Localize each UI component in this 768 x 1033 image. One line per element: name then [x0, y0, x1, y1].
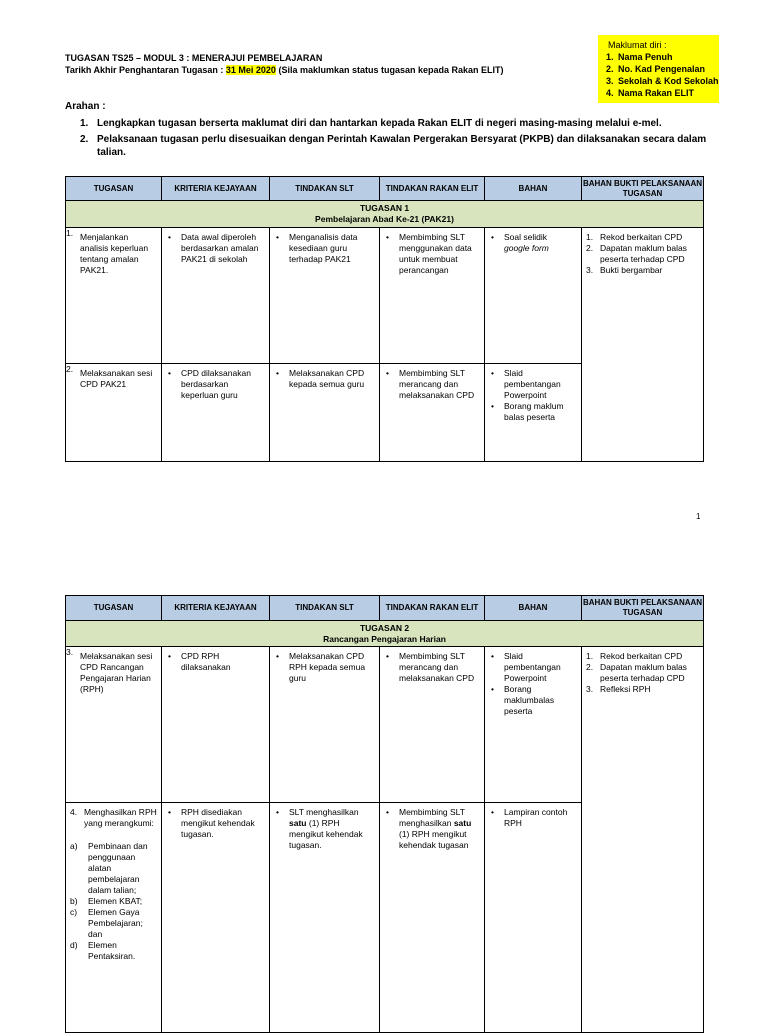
- task-subitem: [70, 940, 157, 962]
- deadline-note: (Sila maklumkan status tugasan kepada Rakan ELIT): [278, 65, 504, 75]
- subitem-text: Elemen Pentaksiran.: [88, 940, 136, 961]
- bahan-text: • Slaid pembentangan Powerpoint: [489, 368, 577, 401]
- bukti-number: 3.: [586, 265, 594, 275]
- section-heading: [66, 621, 704, 647]
- bukti-number: 2.: [586, 662, 594, 672]
- task-subitem: [70, 841, 157, 896]
- maklumat-item: 1. Nama Penuh: [616, 51, 719, 63]
- column-header: BAHAN: [485, 177, 582, 201]
- column-header: TUGASAN: [66, 177, 162, 201]
- task-text: Melaksanakan sesi CPD Rancangan Pengajaran Harian (RPH): [80, 651, 153, 694]
- column-header: KRITERIA KEJAYAAN: [162, 596, 270, 621]
- kriteria-text: • RPH disediakan mengikut kehendak tugasan.: [166, 807, 265, 840]
- bukti-text: Rekod berkaitan CPD: [600, 651, 683, 661]
- bukti-text: Dapatan maklum balas peserta terhadap CPD: [600, 662, 687, 683]
- bahan-text: [489, 232, 577, 254]
- column-header: KRITERIA KEJAYAAN: [162, 177, 270, 201]
- subitem-text: Elemen Gaya Pembelajaran; dan: [88, 907, 143, 939]
- column-header: TINDAKAN RAKAN ELIT: [380, 177, 485, 201]
- subitem-text: Pembinaan dan penggunaan alatan pembelajaran dalam talian;: [88, 841, 148, 895]
- column-header: BAHAN: [485, 596, 582, 621]
- arahan-list: [80, 117, 720, 162]
- task-cell: [66, 228, 161, 276]
- task-cell: [66, 803, 161, 962]
- deadline-date: 31 Mei 2020: [225, 65, 276, 75]
- elit-text: [384, 807, 480, 851]
- task-cell: [66, 364, 161, 390]
- arahan-title: Arahan :: [65, 101, 106, 112]
- bukti-item: [586, 243, 699, 265]
- elit-text: • Membimbing SLT merancang dan melaksanakan CPD: [384, 368, 480, 401]
- slt-text: • Melaksanakan CPD kepada semua guru: [274, 368, 375, 390]
- slt-text: [274, 807, 375, 851]
- bukti-number: 1.: [586, 651, 594, 661]
- elit-text-part: (1) RPH mengikut kehendak tugasan: [399, 829, 469, 850]
- subitem-key: a): [70, 841, 78, 851]
- bukti-item: [586, 684, 699, 695]
- tugasan-table-2: [65, 595, 704, 1033]
- subitem-key: b): [70, 896, 78, 906]
- bahan-text: • Borang maklumbalas peserta: [489, 684, 577, 717]
- column-header: TINDAKAN SLT: [270, 177, 380, 201]
- bukti-item: [586, 651, 699, 662]
- task-subitem: [70, 907, 157, 940]
- subitem-key: d): [70, 940, 78, 950]
- maklumat-item: 2. No. Kad Pengenalan: [616, 63, 719, 75]
- kriteria-text: • CPD dilaksanakan berdasarkan keperluan guru: [166, 368, 265, 401]
- arahan-text: Lengkapkan tugasan berserta maklumat diri dan hantarkan kepada Rakan ELIT di negeri masing-masing melalui e-mel.: [97, 118, 662, 129]
- document-title: TUGASAN TS25 – MODUL 3 : MENERAJUI PEMBELAJARAN: [65, 53, 323, 63]
- elit-text: • Membimbing SLT merancang dan melaksanakan CPD: [384, 651, 480, 684]
- section-subtitle: Pembelajaran Abad Ke-21 (PAK21): [315, 214, 454, 224]
- section-row: [66, 201, 704, 228]
- column-header: TUGASAN: [66, 596, 162, 621]
- bukti-number: 1.: [586, 232, 594, 242]
- task-text: Menjalankan analisis keperluan tentang amalan PAK21.: [80, 232, 149, 275]
- slt-text: • Melaksanakan CPD RPH kepada semua guru: [274, 651, 375, 684]
- task-number: 1.: [66, 228, 74, 238]
- bukti-text: Bukti bergambar: [600, 265, 663, 275]
- elit-text-bold: satu: [453, 818, 472, 828]
- bukti-number: 3.: [586, 684, 594, 694]
- bukti-list: [582, 228, 703, 276]
- bukti-text: Dapatan maklum balas peserta terhadap CPD: [600, 243, 687, 264]
- arahan-item: [80, 133, 720, 159]
- task-number: 3.: [66, 647, 74, 657]
- page-gap: [0, 540, 768, 576]
- table-header-row: [66, 177, 704, 201]
- table-row: [66, 228, 704, 364]
- elit-text: • Membimbing SLT menggunakan data untuk membuat perancangan: [384, 232, 480, 276]
- subitem-text: Elemen KBAT;: [88, 896, 143, 906]
- bukti-item: [586, 232, 699, 243]
- slt-text-bold: satu: [289, 818, 307, 828]
- task-text: Melaksanakan sesi CPD PAK21: [80, 368, 153, 389]
- arahan-number: 1.: [80, 118, 89, 129]
- column-header: BAHAN BUKTI PELAKSANAAN TUGASAN: [582, 596, 704, 621]
- task-number: 2.: [66, 364, 74, 374]
- bahan-text-italic: google form: [504, 243, 549, 253]
- arahan-text: Pelaksanaan tugasan perlu disesuaikan dengan Perintah Kawalan Pergerakan Bersyarat (PKPB) dan dilaksanakan secara dalam talian.: [97, 134, 707, 158]
- kriteria-text: • Data awal diperoleh berdasarkan amalan PAK21 di sekolah: [166, 232, 265, 265]
- bukti-item: [586, 662, 699, 684]
- bahan-text-part: Soal selidik: [504, 232, 547, 242]
- task-cell: [66, 647, 161, 695]
- document-page-2: [0, 576, 768, 1024]
- task-subitem: [70, 896, 157, 907]
- column-header: TINDAKAN SLT: [270, 596, 380, 621]
- bukti-text: Rekod berkaitan CPD: [600, 232, 683, 242]
- section-title: TUGASAN 2: [359, 622, 410, 633]
- kriteria-text: • CPD RPH dilaksanakan: [166, 651, 265, 673]
- bukti-list: [582, 647, 703, 695]
- table-row: [66, 647, 704, 803]
- tugasan-table-1: [65, 176, 704, 462]
- bukti-number: 2.: [586, 243, 594, 253]
- arahan-item: [80, 117, 720, 130]
- maklumat-item: 4. Nama Rakan ELIT: [616, 87, 719, 99]
- maklumat-list: [604, 51, 719, 99]
- maklumat-diri-box: [598, 35, 719, 103]
- slt-text-part: SLT menghasilkan: [289, 807, 359, 817]
- section-subtitle: Rancangan Pengajaran Harian: [323, 633, 446, 644]
- subitem-key: c): [70, 907, 78, 917]
- deadline-line: [65, 64, 504, 76]
- page-number: 1: [696, 512, 701, 521]
- bahan-text: • Lampiran contoh RPH: [489, 807, 577, 829]
- bahan-text: • Slaid pembentangan Powerpoint: [489, 651, 577, 684]
- task-text: Menghasilkan RPH yang merangkumi:: [84, 807, 157, 828]
- arahan-number: 2.: [80, 134, 89, 145]
- column-header: TINDAKAN RAKAN ELIT: [380, 596, 485, 621]
- task-main: [70, 807, 157, 829]
- maklumat-title: Maklumat diri :: [608, 40, 667, 50]
- table-header-row: [66, 596, 704, 621]
- bukti-text: Refleksi RPH: [600, 684, 651, 694]
- section-heading: [66, 201, 704, 228]
- slt-text-part: (1) RPH mengikut kehendak tugasan.: [289, 818, 363, 850]
- task-number: 4.: [70, 807, 78, 817]
- section-row: [66, 621, 704, 647]
- section-title: TUGASAN 1: [359, 203, 410, 213]
- deadline-label: Tarikh Akhir Penghantaran Tugasan :: [65, 65, 224, 75]
- elit-text-part: Membimbing SLT menghasilkan: [399, 807, 465, 828]
- maklumat-item: 3. Sekolah & Kod Sekolah: [616, 75, 719, 87]
- slt-text: • Menganalisis data kesediaan guru terhadap PAK21: [274, 232, 375, 265]
- bahan-text: • Borang maklum balas peserta: [489, 401, 577, 423]
- bukti-item: [586, 265, 699, 276]
- column-header: BAHAN BUKTI PELAKSANAAN TUGASAN: [582, 177, 704, 201]
